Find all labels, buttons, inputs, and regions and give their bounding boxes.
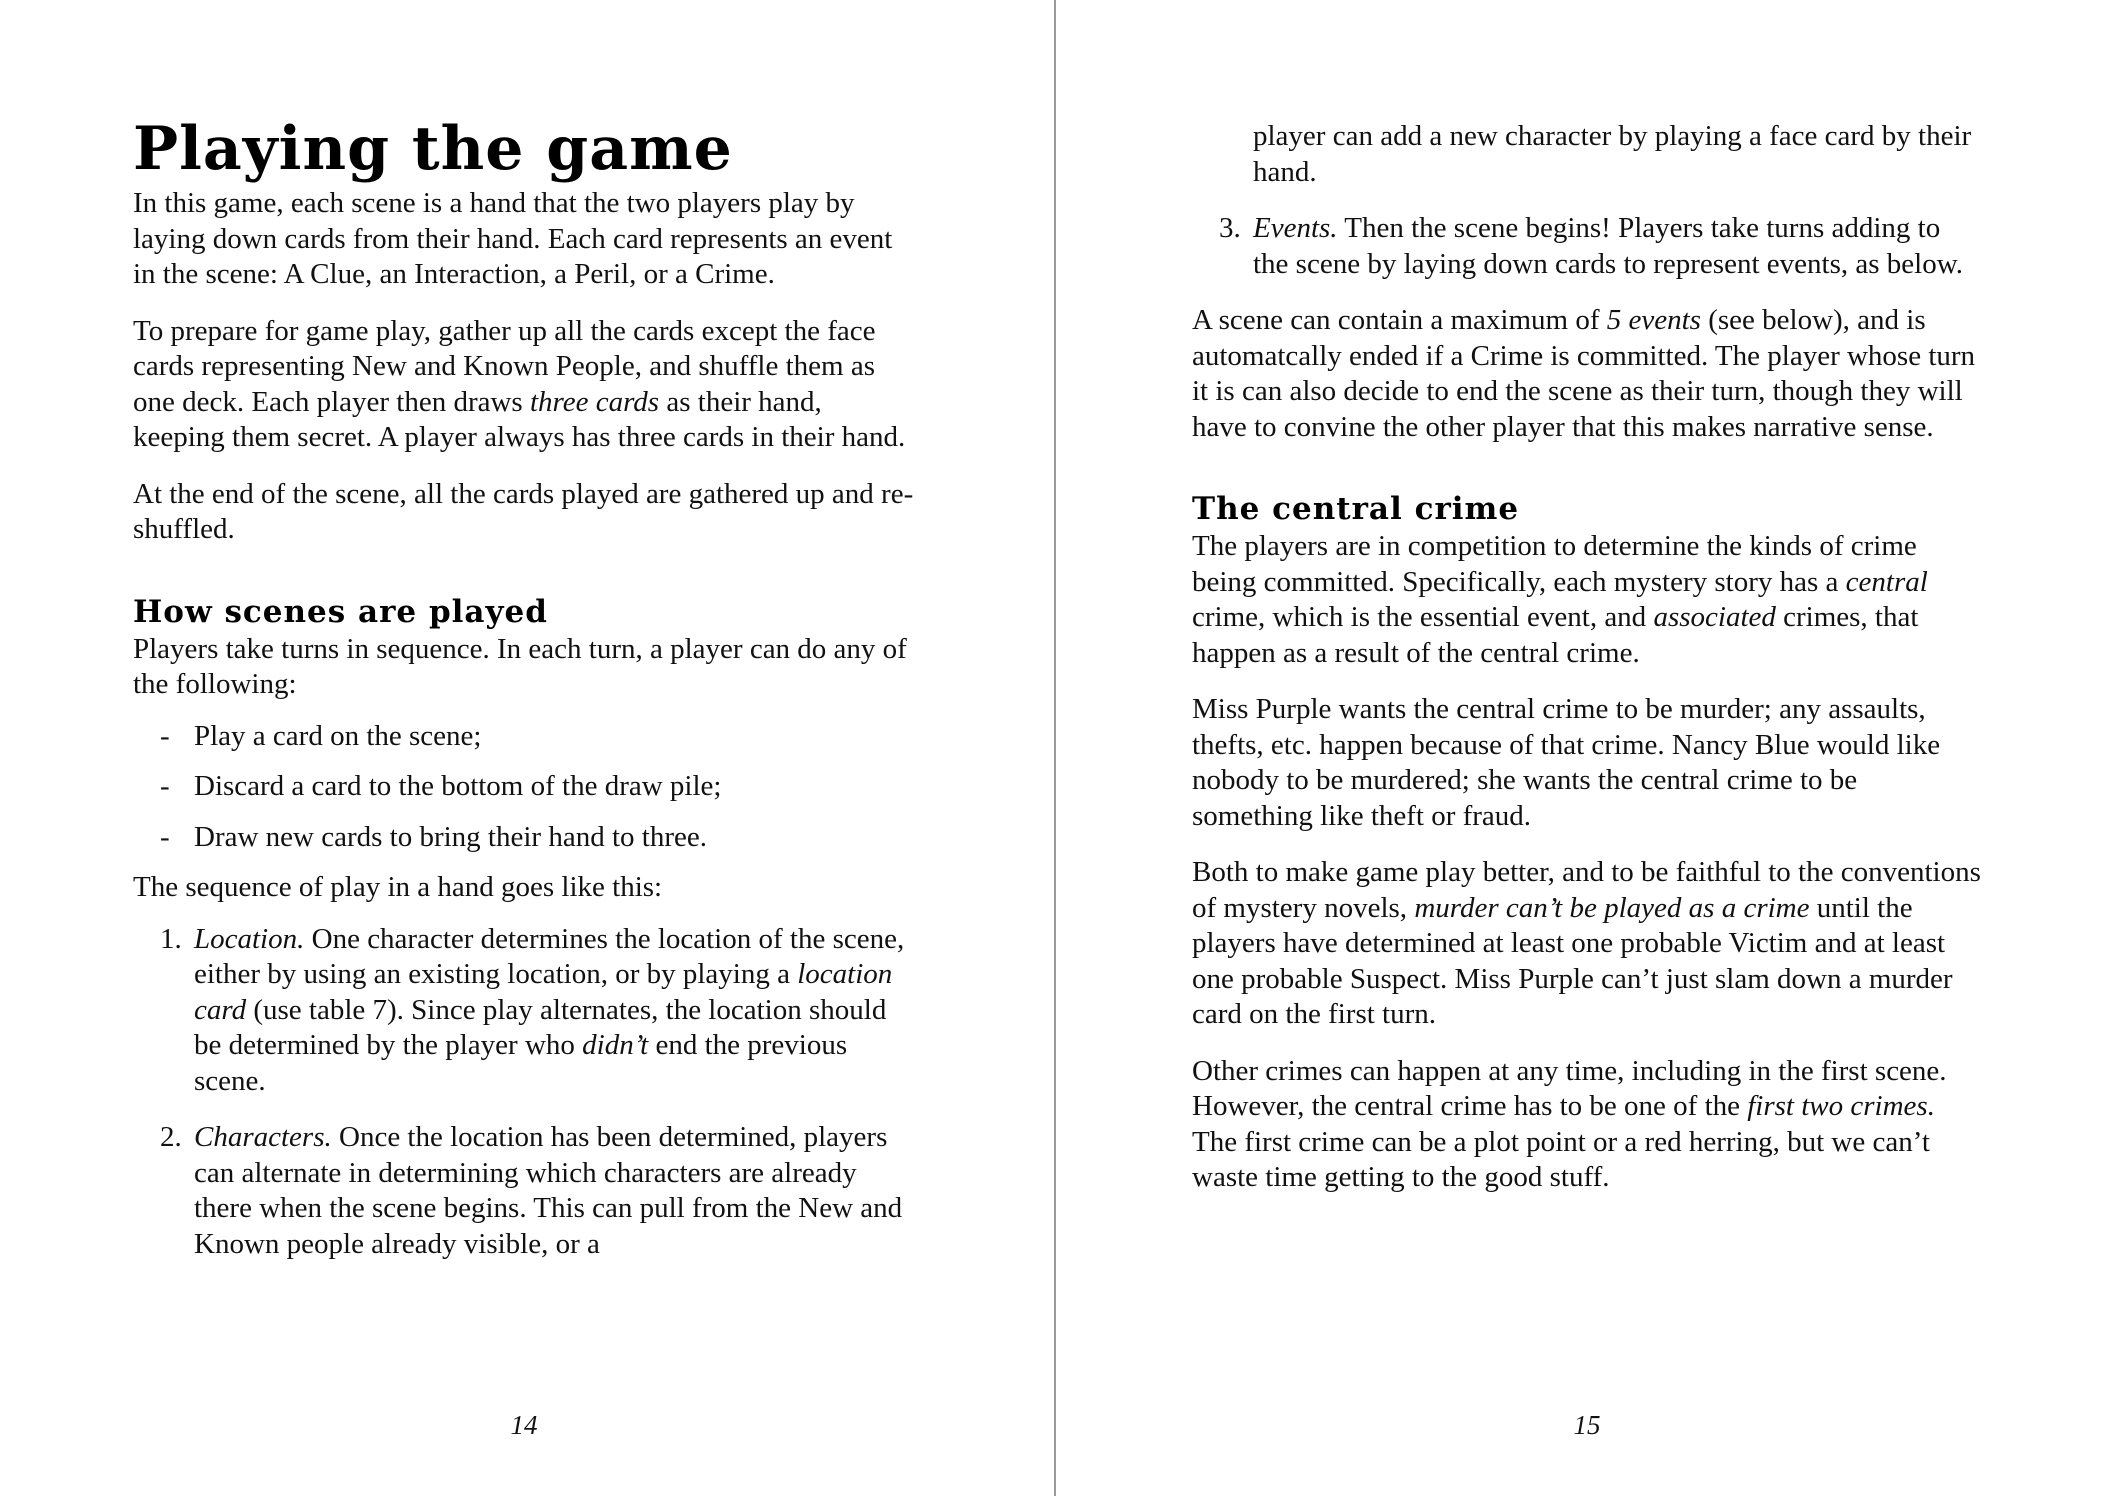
list-item: - Play a card on the scene;: [160, 719, 482, 752]
list-item: - Draw new cards to bring their hand to three.: [160, 820, 707, 853]
left-page: [133, 0, 915, 1496]
crime-paragraph-4: Other crimes can happen at any time, including in the first scene. However, the central crime has to be one of the first two crimes. The first crime can be a plot point or a red herring, but we can’t waste time getting to the good stuff.: [1192, 1054, 1947, 1193]
list-item: - Discard a card to the bottom of the draw pile;: [160, 770, 722, 802]
step-characters: 2. Characters. Once the location has been determined, players can alternate in determining which characters are already there when the scene begins. This can pull from the New and Known people already visible, or a: [160, 1121, 903, 1260]
intro-paragraph-1: In this game, each scene is a hand that the two players play by laying down cards from their hand. Each card represents an event in the scene: A Clue, an Interaction, a Peril, or a Crime.: [133, 187, 893, 290]
crime-paragraph-2: Miss Purple wants the central crime to be murder; any assaults, thefts, etc. happen because of that crime. Nancy Blue would like nobody to be murdered; she wants the central crime to be something like theft or fraud.: [1192, 693, 1941, 832]
right-page: [1192, 0, 1982, 1496]
crime-paragraph-3: Both to make game play better, and to be faithful to the conventions of mystery novels, murder can’t be played as a crime until the players have determined at least one probable Victim and at least one probable Suspect. Miss Purple can’t just slam down a murder card on the first turn.: [1192, 856, 1981, 1030]
step-location: 1. Location. One character determines the location of the scene, either by using an existing location, or by playing a location card (use table 7). Since play alternates, the location should be determined by the player who didn’t end the previous scene.: [160, 922, 905, 1097]
page-number: 14: [510, 1410, 538, 1440]
turns-intro: Players take turns in sequence. In each turn, a player can do any of the following:: [133, 632, 907, 700]
sequence-steps-continued: [1192, 211, 1982, 282]
intro-paragraph-2: To prepare for game play, gather up all the cards except the face cards representing New and Known People, and shuffle them as one deck. Each player then draws three cards as their hand, keeping them secret. A player always has three cards in their hand.: [133, 314, 906, 453]
turn-options-list: [133, 719, 915, 856]
scene-limit-paragraph: A scene can contain a maximum of 5 events (see below), and is automatcally ended if a Crime is committed. The player whose turn it is can also decide to end the scene as their turn, though they will have to convine the other player that this makes narrative sense.: [1192, 304, 1976, 443]
crime-paragraph-1: The players are in competition to determine the kinds of crime being committed. Specifically, each mystery story has a central crime, which is the essential event, and associated crimes, that happen as a result of the central crime.: [1192, 530, 1928, 669]
sequence-steps: [133, 922, 915, 1263]
page-title: Playing the game: [133, 114, 733, 184]
intro-paragraph-3: At the end of the scene, all the cards played are gathered up and re-shuffled.: [133, 477, 914, 545]
step-characters-continued: player can add a new character by playing a face card by their hand.: [1253, 120, 1972, 188]
section-heading-central-crime: The central crime: [1192, 491, 1520, 527]
page-gutter: [1054, 0, 1056, 1496]
page-number: 15: [1573, 1410, 1601, 1440]
section-heading-how-scenes: How scenes are played: [133, 593, 548, 630]
sequence-intro: The sequence of play in a hand goes like this:: [133, 871, 663, 903]
step-events: 3. Events. Then the scene begins! Players take turns adding to the scene by laying down cards to represent events, as below.: [1219, 212, 1964, 280]
